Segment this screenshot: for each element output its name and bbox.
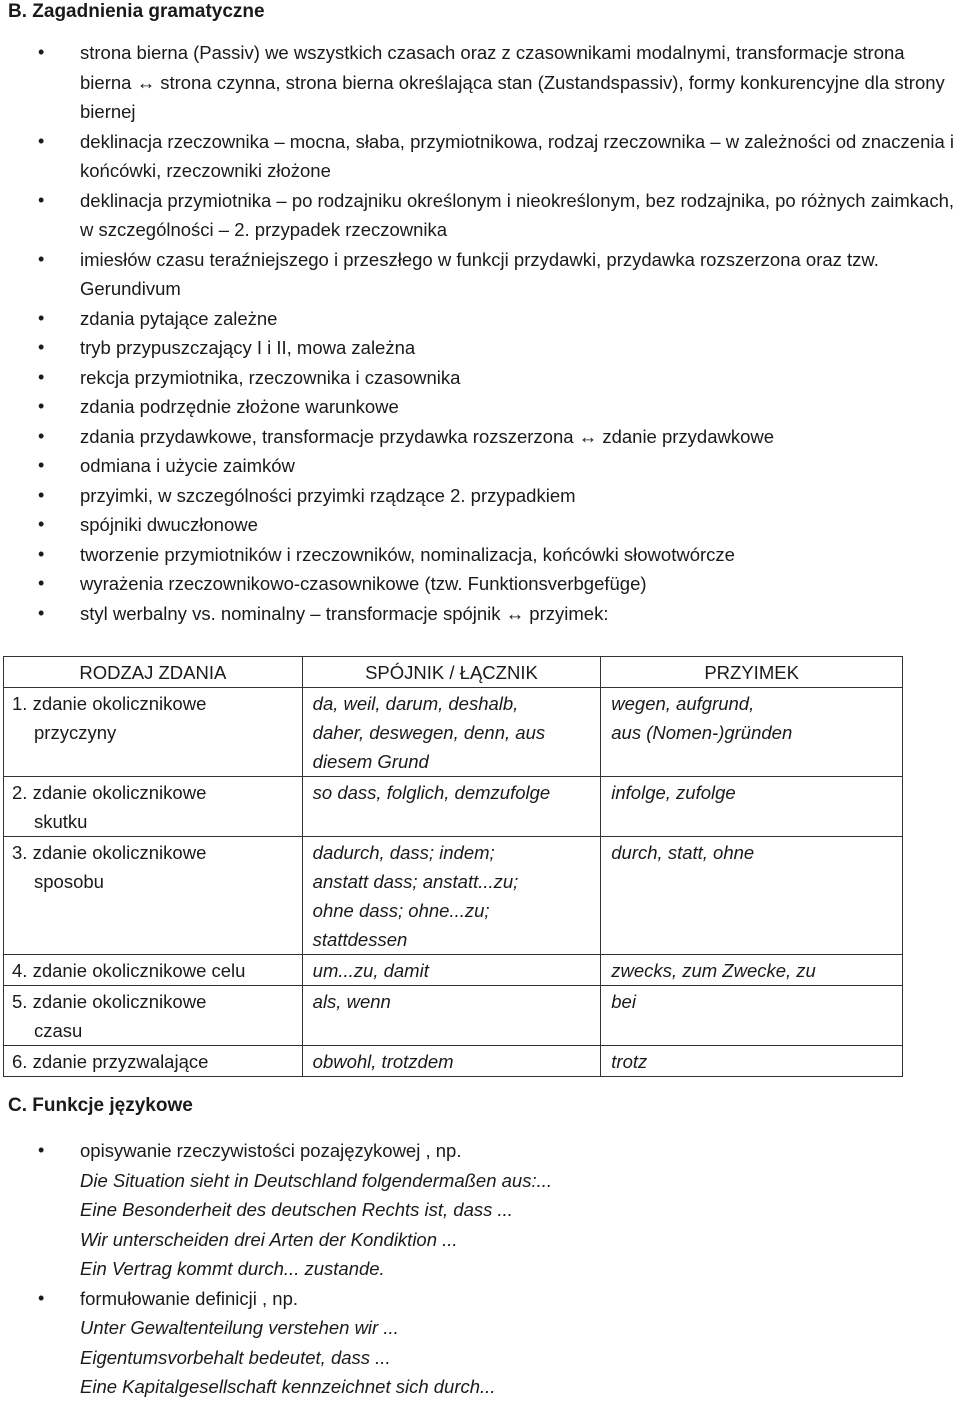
column-header: PRZYIMEK	[601, 657, 903, 688]
list-item: • tryb przypuszczający I i II, mowa zależna	[0, 333, 960, 363]
table-row	[4, 688, 903, 777]
cell-line: um...zu, damit	[312, 960, 429, 981]
table-row	[4, 777, 903, 837]
list-item: • zdania pytające zależne	[0, 304, 960, 334]
list-item	[0, 1284, 960, 1402]
sentence-type-cell	[4, 777, 303, 837]
conjunction-preposition-table	[3, 656, 903, 1077]
sentence-type-cell	[4, 688, 303, 777]
list-item: • strona bierna (Passiv) we wszystkich czasach oraz z czasownikami modalnymi, transformacje strona bierna ↔ strona czynna, strona bierna określająca stan (Zustandspassiv), formy konkurencyjne dla strony biernej	[0, 38, 960, 127]
example-sentence: Die Situation sieht in Deutschland folgendermaßen aus:...	[80, 1169, 553, 1191]
column-header: RODZAJ ZDANIA	[4, 657, 303, 688]
cell-line: da, weil, darum, deshalb,	[312, 693, 519, 714]
sentence-type-label: 1. zdanie okolicznikowe	[12, 693, 207, 714]
sentence-type-label: skutku	[34, 811, 88, 832]
cell-line: bei	[611, 991, 636, 1012]
table-row	[4, 986, 903, 1046]
sentence-type-label: 5. zdanie okolicznikowe	[12, 991, 207, 1012]
list-item: • deklinacja przymiotnika – po rodzajniku określonym i nieokreślonym, bez rodzajnika, po różnych zaimkach, w szczególności – 2. przypadek rzeczownika	[0, 186, 960, 245]
cell-line: so dass, folglich, demzufolge	[312, 782, 551, 803]
table-row	[4, 955, 903, 986]
cell-line: trotz	[611, 1051, 648, 1072]
cell-line: zwecks, zum Zwecke, zu	[611, 960, 816, 981]
sentence-type-cell	[4, 955, 303, 986]
cell-line: aus (Nomen-)gründen	[611, 722, 793, 743]
conjunction-cell	[302, 837, 601, 955]
cell-line: durch, statt, ohne	[611, 842, 755, 863]
grammar-topics-list	[0, 38, 960, 628]
table-row	[4, 1046, 903, 1077]
list-item: • rekcja przymiotnika, rzeczownika i czasownika	[0, 363, 960, 393]
cell-line: anstatt dass; anstatt...zu;	[312, 871, 519, 892]
sentence-type-label: 2. zdanie okolicznikowe	[12, 782, 207, 803]
preposition-cell	[601, 777, 903, 837]
example-sentence: Ein Vertrag kommt durch... zustande.	[80, 1258, 385, 1279]
cell-line: diesem Grund	[312, 751, 429, 772]
list-item	[0, 1136, 960, 1284]
conjunction-cell	[302, 955, 601, 986]
sentence-type-label: przyczyny	[34, 722, 117, 743]
cell-line: obwohl, trotzdem	[312, 1051, 454, 1072]
conjunction-cell	[302, 688, 601, 777]
list-item: • spójniki dwuczłonowe	[0, 510, 960, 540]
example-sentence: Eine Besonderheit des deutschen Rechts ist, dass ...	[80, 1199, 513, 1220]
list-item: • przyimki, w szczególności przyimki rządzące 2. przypadkiem	[0, 481, 960, 511]
sentence-type-label: czasu	[34, 1020, 83, 1041]
preposition-cell	[601, 986, 903, 1046]
example-sentence: Wir unterscheiden drei Arten der Kondiktion ...	[80, 1228, 458, 1250]
preposition-cell	[601, 688, 903, 777]
sentence-type-cell	[4, 837, 303, 955]
list-item: • zdania przydawkowe, transformacje przydawka rozszerzona ↔ zdanie przydawkowe	[0, 422, 960, 452]
preposition-cell	[601, 955, 903, 986]
example-sentence: Unter Gewaltenteilung verstehen wir ...	[80, 1317, 399, 1338]
list-item-label: opisywanie rzeczywistości pozajęzykowej , np.	[80, 1140, 462, 1161]
sentence-type-label: 3. zdanie okolicznikowe	[12, 842, 207, 863]
sentence-type-cell	[4, 986, 303, 1046]
example-sentence: Eigentumsvorbehalt bedeutet, dass ...	[80, 1346, 391, 1368]
sentence-type-label: 4. zdanie okolicznikowe celu	[12, 960, 246, 981]
conjunction-cell	[302, 777, 601, 837]
list-item: • zdania podrzędnie złożone warunkowe	[0, 392, 960, 422]
column-header: SPÓJNIK / ŁĄCZNIK	[302, 657, 601, 688]
sentence-type-label: sposobu	[34, 871, 104, 892]
example-sentence: Eine Kapitalgesellschaft kennzeichnet sich durch...	[80, 1376, 496, 1397]
cell-line: stattdessen	[312, 929, 408, 950]
conjunction-cell	[302, 986, 601, 1046]
cell-line: daher, deswegen, denn, aus	[312, 722, 546, 743]
table-header-row	[4, 657, 903, 688]
language-functions-list	[0, 1136, 960, 1402]
section-b-title: B. Zagadnienia gramatyczne	[8, 1, 265, 22]
preposition-cell	[601, 837, 903, 955]
list-item: • deklinacja rzeczownika – mocna, słaba, przymiotnikowa, rodzaj rzeczownika – w zależności od znaczenia i końcówki, rzeczowniki złożone	[0, 127, 960, 186]
preposition-cell	[601, 1046, 903, 1077]
list-item: • tworzenie przymiotników i rzeczowników, nominalizacja, końcówki słowotwórcze	[0, 540, 960, 570]
cell-line: als, wenn	[312, 991, 391, 1012]
sentence-type-cell	[4, 1046, 303, 1077]
cell-line: infolge, zufolge	[611, 782, 736, 803]
cell-line: dadurch, dass; indem;	[312, 842, 495, 863]
conjunction-cell	[302, 1046, 601, 1077]
list-item: • wyrażenia rzeczownikowo-czasownikowe (tzw. Funktionsverbgefüge)	[0, 569, 960, 599]
list-item-label: formułowanie definicji , np.	[80, 1287, 298, 1309]
list-item: • styl werbalny vs. nominalny – transformacje spójnik ↔ przyimek:	[0, 599, 960, 629]
list-item: • odmiana i użycie zaimków	[0, 451, 960, 481]
sentence-type-label: 6. zdanie przyzwalające	[12, 1051, 209, 1072]
list-item: • imiesłów czasu teraźniejszego i przeszłego w funkcji przydawki, przydawka rozszerzona oraz tzw. Gerundivum	[0, 245, 960, 304]
cell-line: ohne dass; ohne...zu;	[312, 900, 490, 921]
cell-line: wegen, aufgrund,	[611, 693, 755, 714]
section-c-title: C. Funkcje językowe	[8, 1095, 193, 1116]
table-row	[4, 837, 903, 955]
